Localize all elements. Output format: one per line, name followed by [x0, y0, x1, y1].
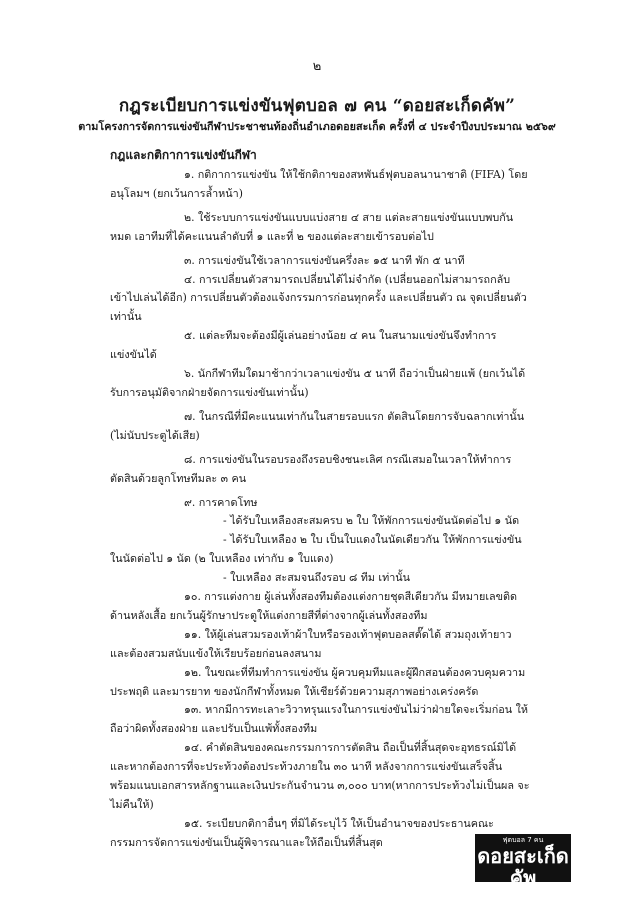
rule-1: ๑. กติกาการแข่งขัน ให้ใช้กติกาของสหพันธ์ฟุตบอลนานาชาติ (FIFA) โดยอนุโลมฯ (ยกเว้นการล้ำหน้า) [110, 168, 528, 200]
page-number: ๒ [312, 59, 322, 74]
rule-13: ๑๓. หากมีการทะเลาะวิวาทรุนแรงในการแข่งขันไม่ว่าฝ่ายใดจะเริ่มก่อน ให้ถือว่าผิดทั้งสองฝ่าย และปรับเป็นแพ้ทั้งสองทีม [110, 703, 528, 736]
rule-9: ๙. การคาดโทษ [184, 495, 258, 509]
rule-5: ๕. แต่ละทีมจะต้องมีผู้เล่นอย่างน้อย ๔ คน ในสนามแข่งขันจึงทำการแข่งขันได้ [110, 329, 497, 362]
rule-6: ๖. นักกีฬาทีมใดมาช้ากว่าเวลาแข่งขัน ๕ นาที ถือว่าเป็นฝ่ายแพ้ (ยกเว้นได้รับการอนุมัติจากฝ่ายจัดการแข่งขันเท่านั้น) [110, 367, 526, 399]
event-logo [475, 834, 571, 897]
rule-9-item-1: - ได้รับใบเหลืองสะสมครบ ๒ ใบ ให้พักการแข่งขันนัดต่อไป ๑ นัด [223, 514, 520, 528]
rule-10: ๑๐. การแต่งกาย ผู้เล่นทั้งสองทีมต้องแต่งกายชุดสีเดียวกัน มีหมายเลขติดด้านหลังเสื้อ ยกเว้นผู้รักษาประตูให้แต่งกายสีที่ต่างจากผู้เล่นทั้งสองทีม [110, 590, 518, 622]
rule-12: ๑๒. ในขณะที่ทีมทำการแข่งขัน ผู้ควบคุมทีมและผู้ฝึกสอนต้องควบคุมความประพฤติ และมารยาท ของนักกีฬาทั้งหมด ให้เชียร์ด้วยความสุภาพอย่างเคร่งครัด [110, 665, 526, 698]
rule-15: ๑๕. ระเบียบกติกาอื่นๆ ที่มิได้ระบุไว้ ให้เป็นอำนาจของประธานคณะกรรมการจัดการแข่งขันเป็นผู้พิจารณาและให้ถือเป็นที่สิ้นสุด [110, 816, 494, 849]
rule-4: ๔. การเปลี่ยนตัวสามารถเปลี่ยนได้ไม่จำกัด (เปลี่ยนออกไม่สามารถกลับเข้าไปเล่นได้อีก) การเปลี่ยนตัวต้องแจ้งกรรมการก่อนทุกครั้ง และเปลี่ยนตัว ณ จุดเปลี่ยนตัวเท่านั้น [110, 272, 527, 324]
logo-top-text: ฟุตบอล 7 คน [502, 836, 544, 844]
rule-9-item-2: - ได้รับใบเหลือง ๒ ใบ เป็นใบแดงในนัดเดียวกัน ให้พักการแข่งขันในนัดต่อไป ๑ นัด (๒ ใบเหลือง เท่ากับ ๑ ใบแดง) [110, 533, 522, 566]
rule-2: ๒. ใช้ระบบการแข่งขันแบบแบ่งสาย ๔ สาย แต่ละสายแข่งขันแบบพบกันหมด เอาทีมที่ได้คะแนนลำดับที่ ๑ และที่ ๒ ของแต่ละสายเข้ารอบต่อไป [110, 210, 514, 243]
rules-list [110, 166, 530, 853]
page-title: กฎระเบียบการแข่งขันฟุตบอล ๗ คน “ดอยสะเก็ดคัพ” [118, 96, 516, 116]
rule-14: ๑๔. คำตัดสินของคณะกรรมการการตัดสิน ถือเป็นที่สิ้นสุดจะอุทธรณ์มิได้ และหากต้องการที่จะประท้วงต้องประท้วงภายใน ๓๐ นาที หลังจากการแข่งขันเสร็จสิ้น พร้อมแนบเอกสารหลักฐานและเงินประกันจำนวน ๓,๐๐๐ บาท(หากการประท้วงไม่เป็นผล จะไม่คืนให้) [110, 741, 530, 811]
rule-11: ๑๑. ให้ผู้เล่นสวมรองเท้าผ้าใบหรือรองเท้าฟุตบอลสตั๊ดได้ สวมถุงเท้ายาว และต้องสวมสนับแข้งให้เรียบร้อยก่อนลงสนาม [110, 627, 512, 660]
page-subtitle: ตามโครงการจัดการแข่งขันกีฬาประชาชนท้องถิ่นอำเภอดอยสะเก็ด ครั้งที่ ๔ ประจำปีงบประมาณ ๒๕๖๙ [78, 120, 556, 133]
rule-3: ๓. การแข่งขันใช้เวลาการแข่งขันครึ่งละ ๑๕ นาที พัก ๕ นาที [184, 253, 465, 267]
rule-7: ๗. ในกรณีที่มีคะแนนเท่ากันในสายรอบแรก ตัดสินโดยการจับฉลากเท่านั้น (ไม่นับประตูได้เสีย) [110, 409, 525, 442]
section-heading: กฎและกติกาการแข่งขันกีฬา [110, 148, 257, 162]
logo-date-text: 14-15 มีนาคม 2569 [490, 889, 556, 897]
logo-main-text: ดอยสะเก็ดคัพ [477, 844, 569, 890]
rule-8: ๘. การแข่งขันในรอบรองถึงรอบชิงชนะเลิศ กรณีเสมอในเวลาให้ทำการตัดสินด้วยลูกโทษทีมละ ๓ คน [110, 452, 512, 485]
rule-9-item-3: - ใบเหลือง สะสมจนถึงรอบ ๘ ทีม เท่านั้น [223, 571, 411, 585]
